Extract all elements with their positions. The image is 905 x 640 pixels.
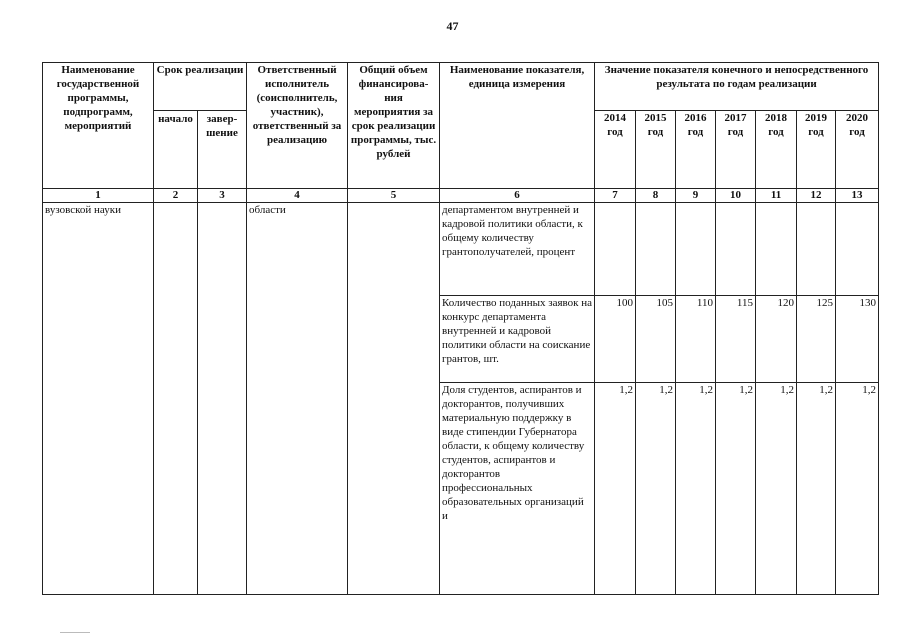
value-2016: 110: [676, 296, 716, 383]
header-year-2019: 2019 год: [797, 111, 836, 189]
value-2020: 130: [836, 296, 879, 383]
column-number: 1: [43, 189, 154, 202]
value-2014: 1,2: [595, 383, 636, 595]
header-term-start: начало: [154, 111, 198, 189]
indicator-cell: Доля студентов, аспирантов и докторантов, получивших материальную поддержку в виде стипендии Губернатора области, к общему количеству студентов, аспирантов и докторантов профессиональных образовательных организаций и: [440, 383, 595, 595]
column-number: 7: [595, 189, 636, 202]
header-year-2017: 2017 год: [716, 111, 756, 189]
scan-artifact-line: [60, 632, 90, 633]
program-name-cell: вузовской науки: [43, 202, 154, 594]
column-number: 6: [440, 189, 595, 202]
value-2015: [636, 202, 676, 295]
term-start-cell: [154, 202, 198, 594]
responsible-cell: области: [247, 202, 348, 594]
column-number: 4: [247, 189, 348, 202]
value-2020: [836, 202, 879, 295]
column-number: 10: [716, 189, 756, 202]
term-end-cell: [198, 202, 247, 594]
value-2016: 1,2: [676, 383, 716, 595]
value-2019: [797, 202, 836, 295]
header-row: [43, 63, 879, 111]
header-program-name: Наименование государственной программы, подпрограмм, мероприятий: [43, 63, 154, 189]
column-number: 13: [836, 189, 879, 202]
column-number: 8: [636, 189, 676, 202]
header-term: Срок реализации: [154, 63, 247, 111]
column-number: 5: [348, 189, 440, 202]
column-number-row: [43, 189, 879, 202]
page-number: 47: [446, 19, 459, 33]
header-year-2020: 2020 год: [836, 111, 879, 189]
header-financing: Общий объем финансирова-ния мероприятия за срок реализации программы, тыс. рублей: [348, 63, 440, 189]
value-2020: 1,2: [836, 383, 879, 595]
financing-cell: [348, 202, 440, 594]
header-values-group: Значение показателя конечного и непосредственного результата по годам реализации: [595, 63, 879, 111]
header-year-2014: 2014 год: [595, 111, 636, 189]
header-year-2015: 2015 год: [636, 111, 676, 189]
value-2019: 1,2: [797, 383, 836, 595]
value-2019: 125: [797, 296, 836, 383]
column-number: 9: [676, 189, 716, 202]
value-2017: 1,2: [716, 383, 756, 595]
value-2014: [595, 202, 636, 295]
table-row: [43, 202, 879, 295]
value-2018: 120: [756, 296, 797, 383]
value-2017: 115: [716, 296, 756, 383]
value-2015: 105: [636, 296, 676, 383]
column-number: 11: [756, 189, 797, 202]
indicator-cell: Количество поданных заявок на конкурс департамента внутренней и кадровой политики области на соискание грантов, шт.: [440, 296, 595, 383]
value-2015: 1,2: [636, 383, 676, 595]
header-term-end: завер- шение: [198, 111, 247, 189]
value-2018: [756, 202, 797, 295]
header-responsible: Ответственный исполнитель (соисполнитель, участник), ответственный за реализацию: [247, 63, 348, 189]
header-year-2018: 2018 год: [756, 111, 797, 189]
value-2018: 1,2: [756, 383, 797, 595]
column-number: 3: [198, 189, 247, 202]
header-year-2016: 2016 год: [676, 111, 716, 189]
value-2014: 100: [595, 296, 636, 383]
column-number: 2: [154, 189, 198, 202]
indicators-table: [42, 62, 879, 595]
column-number: 12: [797, 189, 836, 202]
header-indicator: Наименование показателя, единица измерения: [440, 63, 595, 189]
indicator-cell: департаментом внутренней и кадровой политики области, к общему количеству грантополучателей, процент: [440, 202, 595, 295]
value-2017: [716, 202, 756, 295]
value-2016: [676, 202, 716, 295]
